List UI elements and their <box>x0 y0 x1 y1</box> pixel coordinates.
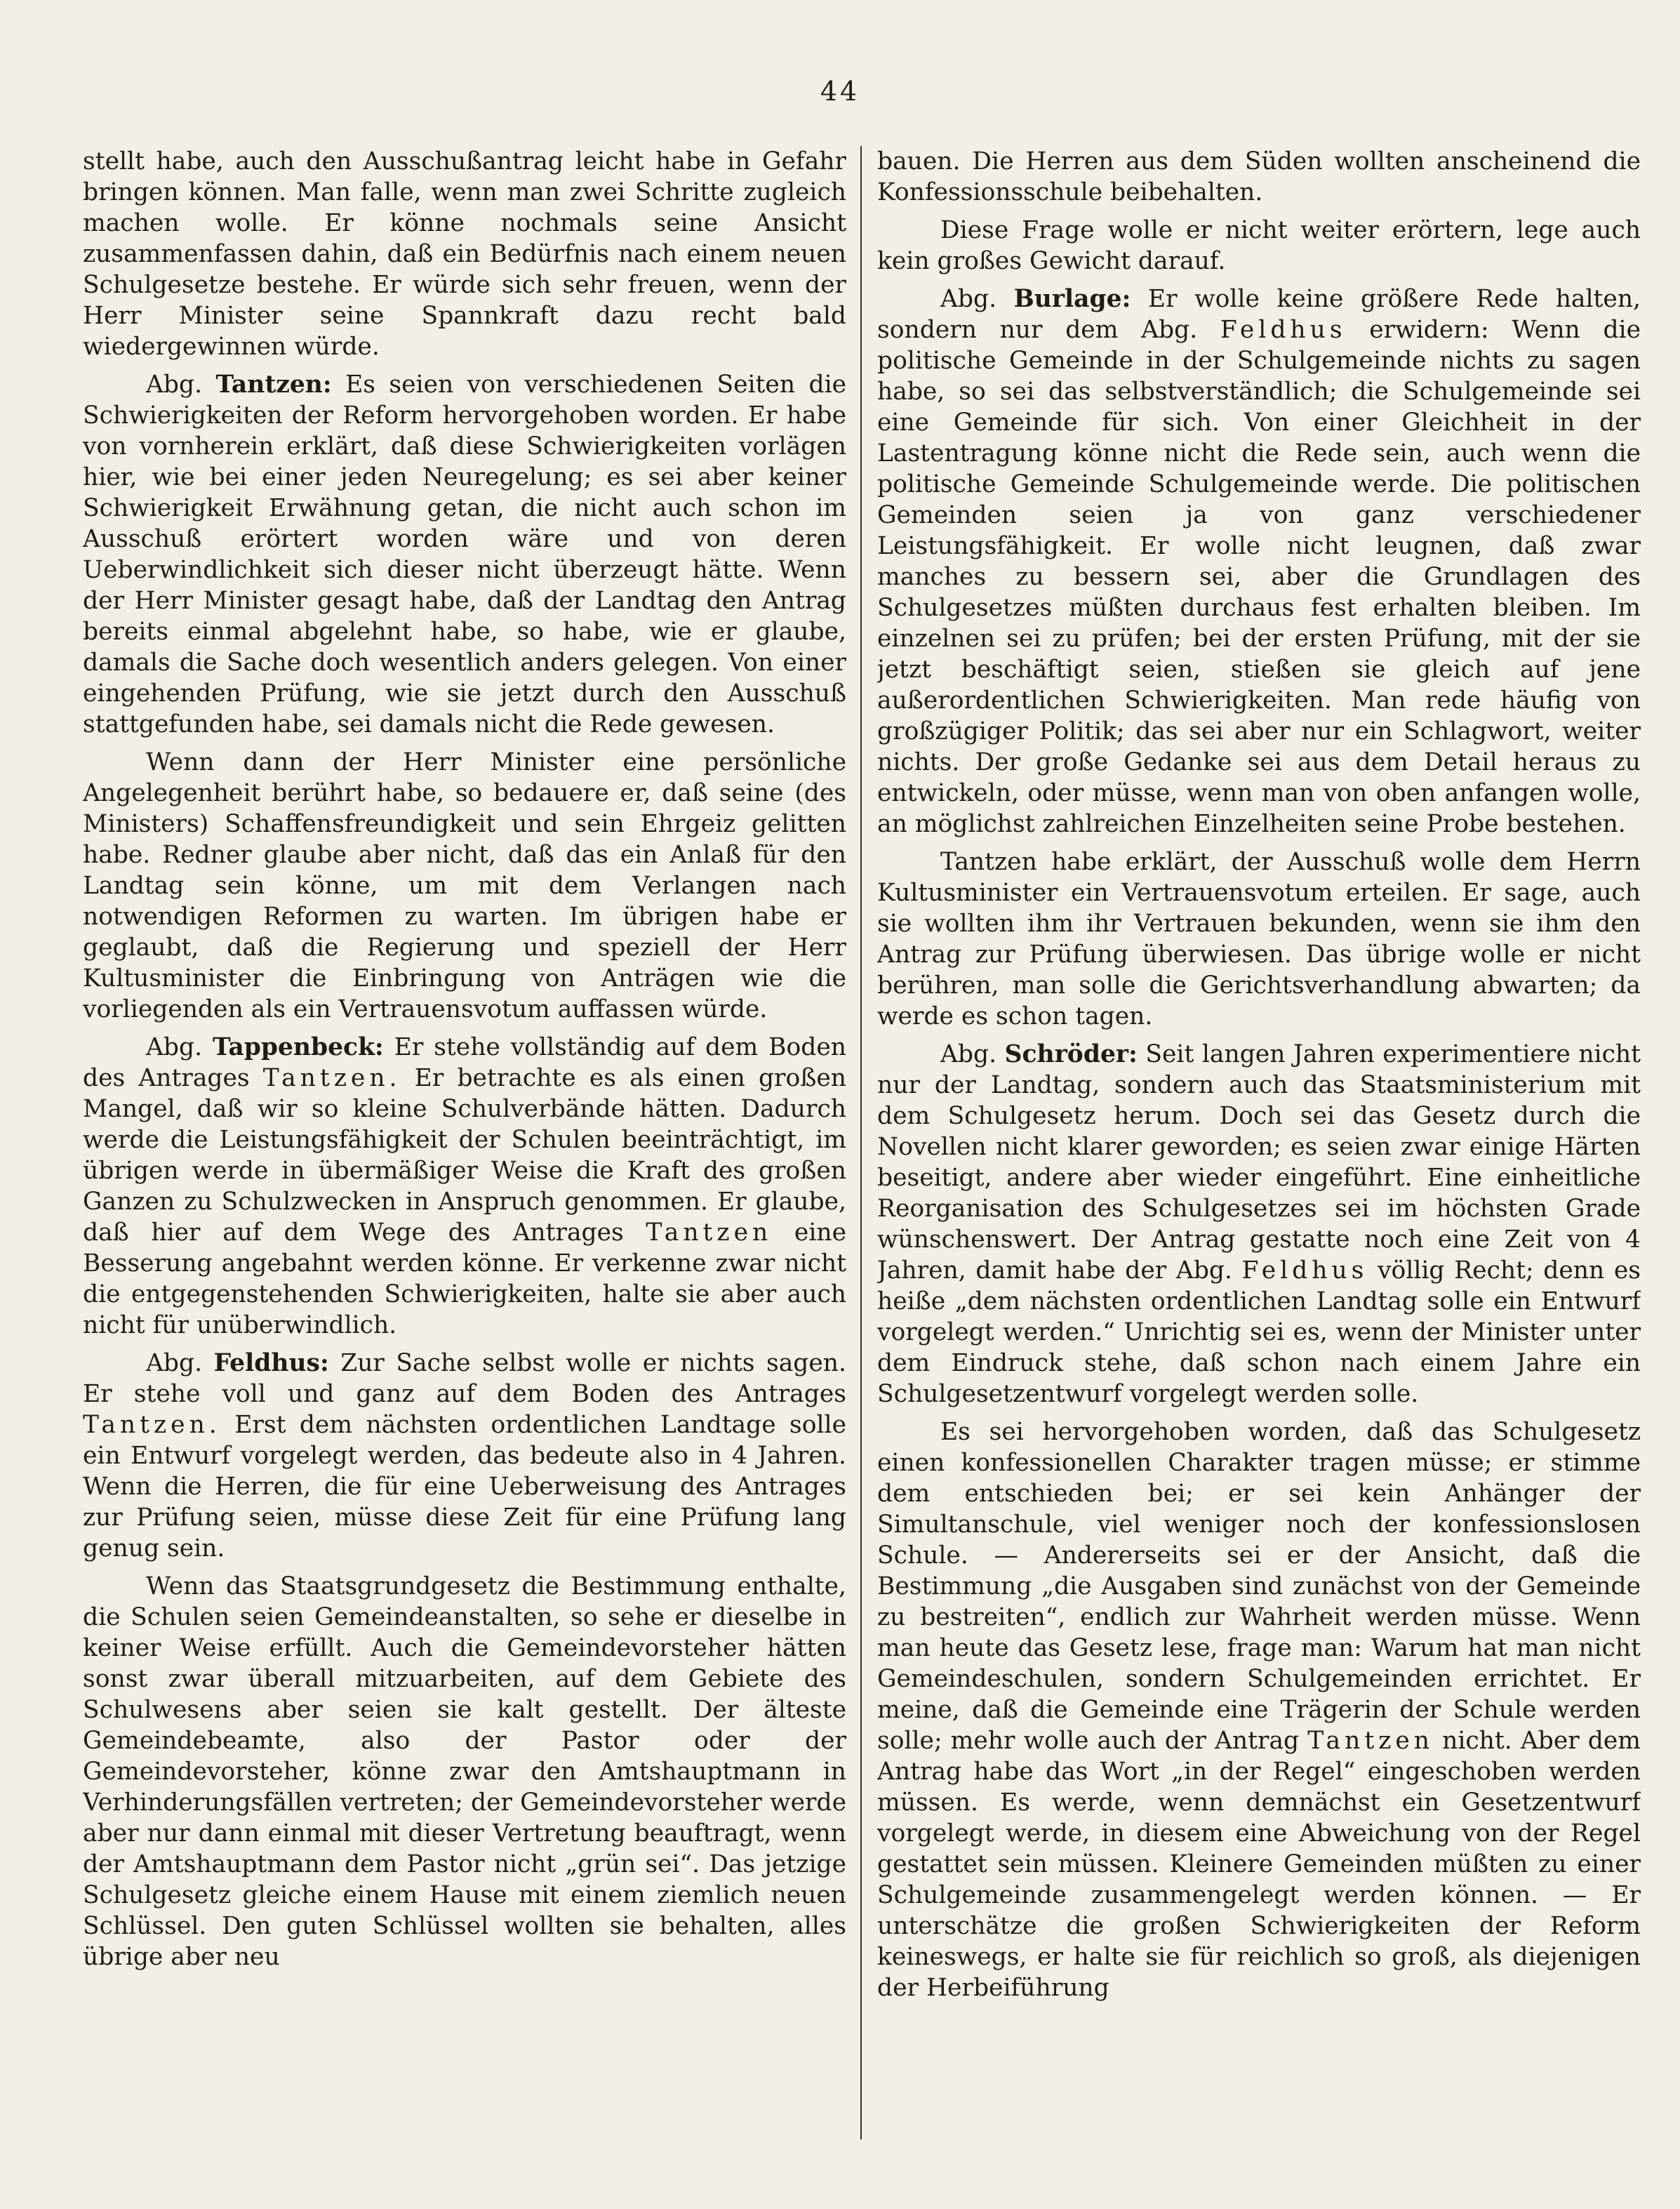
speaker-name: Tantzen: <box>215 371 332 399</box>
left-column <box>83 146 846 2154</box>
speaker-name: Schröder: <box>1004 1040 1138 1068</box>
paragraph-text: Es sei hervorgehoben worden, daß das Schulgesetz einen konfessionellen Charakter tragen müsse; er stimme dem entschieden bei; er sei kein Anhänger der Simultanschule, viel weniger noch der konfessionslosen Schule. — Andererseits sei er der Ansicht, daß die Bestimmung „die Ausgaben sind zunächst von der Gemeinde zu bestreiten“, endlich zur Wahrheit werden müsse. Wenn man heute das Gesetz lese, frage man: Warum hat man nicht Gemeindeschulen, sondern Schulgemeinden errichtet. Er meine, daß die Gemeinde eine Trägerin der Schule werden solle; mehr wolle auch der Antrag <box>877 1418 1641 1755</box>
paragraph-feldhus <box>83 1348 846 1564</box>
paragraph <box>877 1417 1641 2003</box>
paragraph-schroeder <box>877 1039 1641 1409</box>
speaker-name: Burlage: <box>1013 285 1131 313</box>
paragraph-text: nicht. Aber dem Antrag habe das Wort „in der Regel“ eingeschoben werden müssen. Es werde, wenn demnächst ein Gesetzentwurf vorgelegt werde, in diesem eine Abweichung von der Regel gestattet sein müssen. Kleinere Gemeinden müßten zu einer Schulgemeinde zusammengelegt werden können. — Er unterschätze die großen Schwierigkeiten der Reform keineswegs, er halte sie für reichlich so groß, als diejenigen der Herbeiführung <box>877 1727 1641 2002</box>
abg-prefix: Abg. <box>940 285 997 313</box>
spaced-name: Tantzen <box>646 1219 773 1247</box>
paragraph: Wenn dann der Herr Minister eine persönliche Angelegenheit berührt habe, so bedauere er, daß seine (des Ministers) Schaffensfreundigkeit und sein Ehrgeiz gelitten habe. Redner glaube aber nicht, daß das ein Anlaß für den Landtag sein könne, um mit dem Verlangen nach notwendigen Reformen zu warten. Im übrigen habe er geglaubt, daß die Regierung und speziell der Herr Kultusminister die Einbringung von Anträgen wie die vorliegenden als ein Vertrauensvotum auffassen würde. <box>83 748 846 1023</box>
paragraph-text: Zur Sache selbst wolle er nichts sagen. Er stehe voll und ganz auf dem Boden des Antrages <box>83 1349 846 1408</box>
abg-prefix: Abg. <box>940 1040 997 1068</box>
paragraph-text: Es seien von verschiedenen Seiten die Schwierigkeiten der Reform hervorgehoben worden. Er habe von vornherein erklärt, daß diese Schwierigkeiten vorlägen hier, wie bei einer jeden Neuregelung; es sei aber keiner Schwierigkeit Erwähnung getan, die nicht auch schon im Ausschuß erörtert worden wäre und von deren Ueberwindlichkeit sich dieser nicht überzeugt hätte. Wenn der Herr Minister gesagt habe, daß der Landtag den Antrag bereits einmal abgelehnt habe, so habe, wie er glaube, damals die Sache doch wesentlich anders gelegen. Von einer eingehenden Prüfung, wie sie jetzt durch den Ausschuß stattgefunden habe, sei damals nicht die Rede gewesen. <box>83 371 846 738</box>
abg-prefix: Abg. <box>146 1033 203 1061</box>
spaced-name: Feldhus <box>1241 1256 1368 1285</box>
paragraph-text: Erst dem nächsten ordentlichen Landtage solle ein Entwurf vorgelegt werden, das bedeute also in 4 Jahren. Wenn die Herren, die für eine Ueberweisung des Antrages zur Prüfung seien, müsse diese Zeit für eine Prüfung lang genug sein. <box>83 1411 846 1563</box>
paragraph-text: Seit langen Jahren experimentiere nicht nur der Landtag, sondern auch das Staatsministerium mit dem Schulgesetz herum. Doch sei das Gesetz durch die Novellen nicht klarer geworden; es seien zwar einige Härten beseitigt, andere aber wieder eingeführt. Eine einheitliche Reorganisation des Schulgesetzes sei im höchsten Grade wünschenswert. Der Antrag gestatte noch eine Zeit von 4 Jahren, damit habe der Abg. <box>877 1040 1641 1285</box>
paragraph-text: völlig Recht; denn es heiße „dem nächsten ordentlichen Landtag solle ein Entwurf vorgelegt werden.“ Unrichtig sei es, wenn der Minister unter dem Eindruck stehe, daß schon nach einem Jahre ein Schulgesetzentwurf vorgelegt werden solle. <box>877 1256 1641 1408</box>
spaced-name: Tantzen. <box>262 1064 401 1092</box>
paragraph-text: eine Besserung angebahnt werden könne. Er verkenne zwar nicht die entgegenstehenden Schwierigkeiten, halte sie aber auch nicht für unüberwindlich. <box>83 1219 846 1339</box>
paragraph-text: Er betrachte es als einen großen Mangel, daß wir so kleine Schulverbände hätten. Dadurch werde die Leistungsfähigkeit der Schulen beeinträchtigt, im übrigen werde in übermäßiger Weise die Kraft des großen Ganzen zu Schulzwecken in Anspruch genommen. Er glaube, daß hier auf dem Wege des Antrages <box>83 1064 846 1247</box>
paragraph: Diese Frage wolle er nicht weiter erörtern, lege auch kein großes Gewicht darauf. <box>877 216 1641 275</box>
abg-prefix: Abg. <box>146 371 203 399</box>
paragraph-burlage <box>877 284 1641 840</box>
page-number: 44 <box>820 76 860 107</box>
paragraph: bauen. Die Herren aus dem Süden wollten anscheinend die Konfessionsschule beibehalten. <box>877 147 1641 206</box>
paragraph-text: Er wolle keine größere Rede halten, sondern nur dem Abg. <box>877 285 1641 344</box>
paragraph: Wenn das Staatsgrundgesetz die Bestimmung enthalte, die Schulen seien Gemeindeanstalten, so sehe er dieselbe in keiner Weise erfüllt. Auch die Gemeindevorsteher hätten sonst zwar überall mitzuarbeiten, auf dem Gebiete des Schulwesens aber seien sie kalt gestellt. Der älteste Gemeindebeamte, also der Pastor oder der Gemeindevorsteher, könne zwar den Amtshauptmann in Verhinderungsfällen vertreten; der Gemeindevorsteher werde aber nur dann einmal mit dieser Vertretung beauftragt, wenn der Amtshauptmann dem Pastor nicht „grün sei“. Das jetzige Schulgesetz gleiche einem Hause mit einem ziemlich neuen Schlüssel. Den guten Schlüssel wollten sie behalten, alles übrige aber neu <box>83 1572 846 1971</box>
abg-prefix: Abg. <box>146 1349 203 1377</box>
right-column <box>877 146 1641 2154</box>
paragraph-tantzen <box>83 369 846 740</box>
speaker-name: Feldhus: <box>213 1349 329 1377</box>
spaced-name: Feldhus <box>1220 316 1347 344</box>
paragraph-text: erwidern: Wenn die politische Gemeinde in der Schulgemeinde nichts zu sagen habe, so sei das selbstverständlich; die Schulgemeinde sei eine Gemeinde für sich. Von einer Gleichheit in der Lastentragung könne nicht die Rede sein, auch wenn die politische Gemeinde Schulgemeinde werde. Die politischen Gemeinden seien ja von ganz verschiedener Leistungsfähigkeit. Er wolle nicht leugnen, daß zwar manches zu bessern sei, aber die Grundlagen des Schulgesetzes müßten durchaus fest erhalten bleiben. Im einzelnen sei zu prüfen; bei der ersten Prüfung, mit der sie jetzt beschäftigt seien, stießen sie gleich auf jene außerordentlichen Schwierigkeiten. Man rede häufig von großzügiger Politik; das sei aber nur ein Schlagwort, weiter nichts. Der große Gedanke sei aus dem Detail heraus zu entwickeln, oder müsse, wenn man von oben anfangen wolle, an möglichst zahlreichen Einzelheiten seine Probe bestehen. <box>877 316 1641 838</box>
paragraph: Tantzen habe erklärt, der Ausschuß wolle dem Herrn Kultusminister ein Vertrauensvotum erteilen. Er sage, auch sie wollten ihm ihr Vertrauen bekunden, wenn sie ihm den Antrag zur Prüfung überwiesen. Das übrige wolle er nicht berühren, man solle die Gerichtsverhandlung abwarten; da werde es schon tagen. <box>877 848 1641 1030</box>
spaced-name: Tantzen. <box>83 1411 221 1439</box>
spaced-name: Tantzen <box>1307 1727 1434 1755</box>
paragraph-tappenbeck <box>83 1032 846 1341</box>
paragraph-text: Er stehe vollständig auf dem Boden des Antrages <box>83 1033 846 1092</box>
column-divider <box>860 146 862 2140</box>
speaker-name: Tappenbeck: <box>212 1033 384 1061</box>
paragraph: stellt habe, auch den Ausschußantrag leicht habe in Gefahr bringen können. Man falle, wenn man zwei Schritte zugleich machen wolle. Er könne nochmals seine Ansicht zusammenfassen dahin, daß ein Bedürfnis nach einem neuen Schulgesetze bestehe. Er würde sich sehr freuen, wenn der Herr Minister seine Spannkraft dazu recht bald wiedergewinnen würde. <box>83 147 846 361</box>
